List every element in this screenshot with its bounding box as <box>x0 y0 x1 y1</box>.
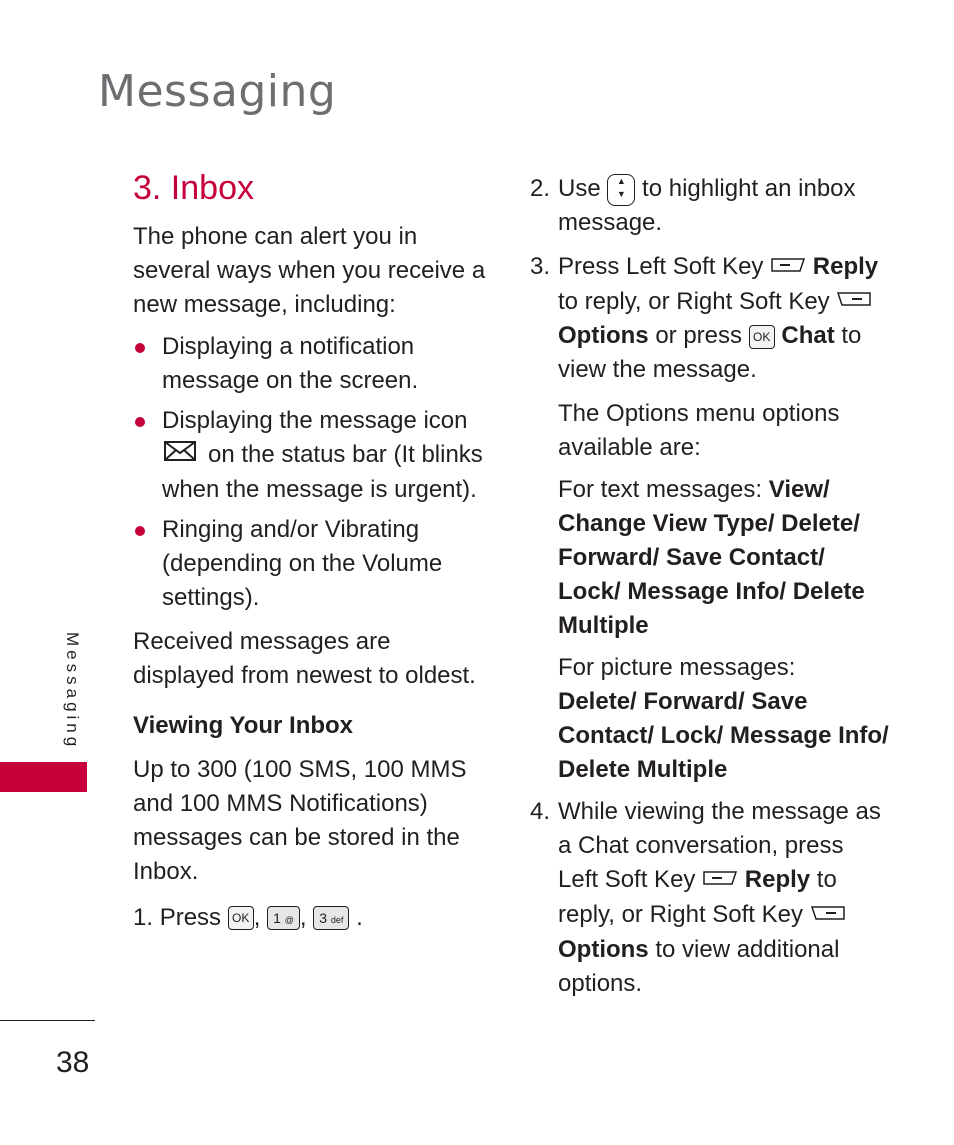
received-paragraph: Received messages are displayed from newest to oldest. <box>133 627 476 689</box>
key-1-icon: 1 @ <box>267 906 300 930</box>
subheading-viewing-inbox: Viewing Your Inbox <box>133 711 354 739</box>
left-soft-key-icon <box>702 864 738 898</box>
step-4 <box>530 795 890 1000</box>
right-soft-key-icon <box>810 899 846 933</box>
step-text: While viewing the message as a Chat conversation, press Left Soft Key <box>558 798 881 894</box>
list-item <box>133 330 488 398</box>
step-text: Use <box>558 175 601 202</box>
alert-list <box>133 330 488 615</box>
footer-rule <box>0 1020 95 1021</box>
separator: . <box>356 903 363 931</box>
steps-list-continued <box>530 795 890 1000</box>
chat-label: Chat <box>781 322 835 350</box>
separator: , <box>253 903 261 931</box>
text-options-label: For text messages: <box>558 476 763 504</box>
options-intro: The Options menu options available are: <box>558 400 840 462</box>
page-number: 38 <box>56 1046 90 1079</box>
step-text: to highlight an inbox message. <box>558 175 856 236</box>
steps-list <box>530 172 890 387</box>
step-number: 4. <box>530 798 551 826</box>
right-soft-key-icon <box>836 285 872 319</box>
picture-options-list: Delete/ Forward/ Save Contact/ Lock/ Message Info/ Delete Multiple <box>558 688 889 784</box>
step-number: 2. <box>530 175 551 202</box>
ok-key-icon: OK <box>749 325 775 349</box>
navigation-key-icon: ▲ ▼ <box>607 174 635 206</box>
separator: , <box>299 903 307 931</box>
list-item-text: Displaying the message icon <box>162 407 468 434</box>
options-label: Options <box>558 935 649 963</box>
step-text: to reply, or Right Soft Key <box>558 866 837 928</box>
list-item-text: Displaying a notification message on the screen. <box>162 333 419 394</box>
intro-paragraph: The phone can alert you in several ways when you receive a new message, including: <box>133 223 486 318</box>
section-tab-marker <box>0 762 87 792</box>
reply-label: Reply <box>744 866 811 894</box>
list-item-text: Ringing and/or Vibrating (depending on the Volume settings). <box>162 515 443 611</box>
section-heading: 3. Inbox <box>133 169 254 207</box>
step-text: or press <box>655 322 743 350</box>
reply-label: Reply <box>812 253 879 280</box>
left-column <box>133 166 488 935</box>
ok-key-icon: OK <box>228 906 254 930</box>
step-text: to reply, or Right Soft Key <box>558 287 830 315</box>
step-2 <box>530 172 890 240</box>
text-message-options <box>558 473 890 643</box>
bullet-icon <box>135 417 145 427</box>
step-1 <box>133 901 488 935</box>
right-column <box>530 172 890 1011</box>
bullet-icon <box>135 343 145 353</box>
sidebar-section-label: Messaging <box>63 632 82 751</box>
list-item <box>133 513 488 615</box>
step-text: to view the message. <box>558 322 862 384</box>
envelope-icon <box>162 439 198 473</box>
options-label: Options <box>558 322 649 350</box>
picture-options-label: For picture messages: <box>558 654 796 682</box>
step-number: 3. <box>530 253 551 280</box>
step-text: Press <box>159 903 222 931</box>
text-options-list: View/ Change View Type/ Delete/ Forward/ Save Contact/ Lock/ Message Info/ Delete Multiple <box>558 476 865 640</box>
page-title: Messaging <box>98 66 337 117</box>
bullet-icon <box>135 526 145 536</box>
storage-paragraph: Up to 300 (100 SMS, 100 MMS and 100 MMS Notifications) messages can be stored in the Inbox. <box>133 755 467 885</box>
step-text: Press Left Soft Key <box>558 253 764 280</box>
step-text: to view additional options. <box>558 935 840 997</box>
step-3 <box>530 250 890 387</box>
key-3-icon: 3 def <box>313 906 349 930</box>
list-item <box>133 404 488 507</box>
list-item-text: on the status bar (It blinks when the message is urgent). <box>162 441 483 503</box>
left-soft-key-icon <box>770 251 806 285</box>
picture-message-options <box>558 651 890 787</box>
step-number: 1. <box>133 903 154 931</box>
